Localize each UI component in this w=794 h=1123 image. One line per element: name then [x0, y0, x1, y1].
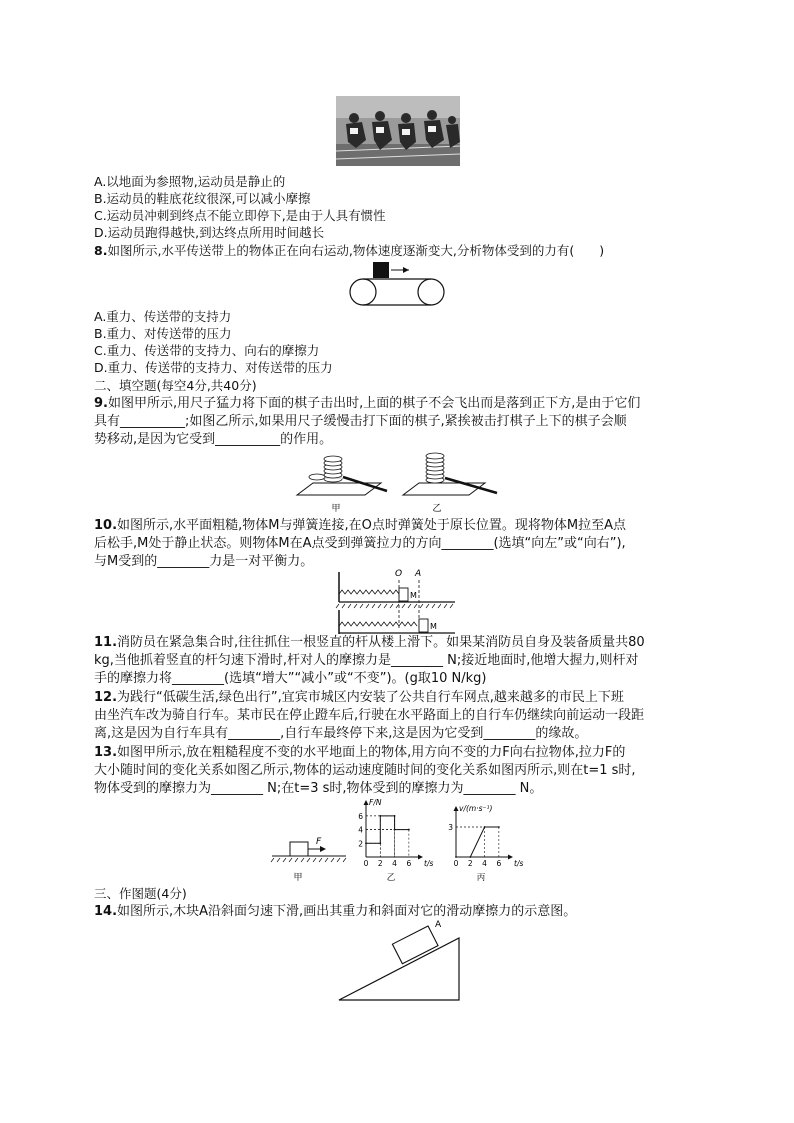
- q8-option-c: C.重力、传送带的支持力、向右的摩擦力: [94, 343, 320, 358]
- q8-stem: [94, 242, 604, 259]
- q8-option-d: D.重力、传送带的支持力、对传送带的压力: [94, 360, 333, 375]
- chart-caption: 乙: [386, 873, 396, 883]
- y-tick-label: 4: [358, 825, 363, 835]
- q12-line-3: 离,这是因为自行车具有________,自行车最终停下来,这是因为它受到________的缘故。: [94, 726, 588, 741]
- q13-fig-jia: [270, 832, 350, 882]
- section-3-heading: 三、作图题(4分): [94, 886, 187, 901]
- chart-caption: 丙: [476, 873, 486, 883]
- q8-stem-text: 如图所示,水平传送带上的物体正在向右运动,物体速度逐渐变大,分析物体受到的力有( ): [107, 243, 605, 258]
- data-point: [408, 829, 410, 831]
- point-o-label: O: [395, 569, 403, 579]
- q11-text-1: 消防员在紧急集合时,往往抓住一根竖直的杆从楼上滑下。如果某消防员自身及装备质量共80: [117, 635, 645, 650]
- fig-label-yi: 乙: [432, 504, 442, 514]
- q9-line-3: 势移动,是因为它受到__________的作用。: [94, 432, 333, 447]
- data-point: [455, 856, 457, 858]
- left-roller: [350, 279, 376, 305]
- q10-text-1: 如图所示,水平面粗糙,物体M与弹簧连接,在O点时弹簧处于原长位置。现将物体M拉至A点: [117, 518, 626, 533]
- q8-number: 8.: [94, 243, 108, 258]
- force-time-chart: [352, 795, 432, 885]
- x-tick-label: 2: [377, 859, 383, 868]
- q12-text-1: 为践行“低碳生活,绿色出行”,宜宾市城区内安装了公共自行车网点,越来越多的市民上下班: [117, 690, 624, 705]
- q13-line-2: 大小随时间的变化关系如图乙所示,物体的运动速度随时间的变化关系如图丙所示,则在t=1 s时,: [94, 763, 636, 778]
- fig-label-jia: 甲: [293, 873, 303, 883]
- q11-line-1: [94, 634, 645, 651]
- velocity-time-chart: [436, 795, 532, 885]
- incline-figure: [335, 918, 465, 1004]
- q13-line-3: 物体受到的摩擦力为________ N;在t=3 s时,物体受到的摩擦力为________ N。: [94, 781, 543, 796]
- x-axis-arrow: [418, 855, 423, 860]
- mass-label-m-bottom: M: [430, 622, 437, 631]
- x-tick-label: 2: [467, 859, 473, 868]
- x-axis-label: t/s: [424, 859, 434, 868]
- q9-line-2: 具有__________;如图乙所示,如果用尺子缓慢击打下面的棋子,紧挨被击打棋子上下的棋子会顺: [94, 414, 627, 429]
- q11-line-3: 手的摩擦力将________(选填“增大”“减小”或“不变”)。(g取10 N/kg): [94, 671, 487, 686]
- x-tick-label: 0: [363, 859, 369, 868]
- data-point: [498, 826, 500, 828]
- q11-line-2: kg,当他抓着竖直的杆匀速下滑时,杆对人的摩擦力是________ N;接近地面时,他增大握力,则杆对: [94, 653, 639, 668]
- x-tick-label: 4: [482, 859, 487, 868]
- data-point: [469, 856, 471, 858]
- x-tick-label: 6: [406, 859, 412, 868]
- y-axis-label: F/N: [369, 798, 382, 807]
- mass-label-m-top: M: [410, 591, 417, 600]
- x-tick-label: 0: [453, 859, 459, 868]
- q7-option-b: B.运动员的鞋底花纹很深,可以减小摩擦: [94, 191, 311, 206]
- q10-line-1: [94, 517, 626, 534]
- conveyor-belt-figure: [345, 258, 455, 308]
- q10-number: 10.: [94, 518, 118, 533]
- chess-pieces-figure: [295, 447, 505, 515]
- data-point: [394, 815, 396, 817]
- right-roller: [418, 279, 444, 305]
- q8-option-a: A.重力、传送带的支持力: [94, 309, 232, 324]
- q14-number: 14.: [94, 904, 118, 919]
- q12-line-1: [94, 689, 624, 706]
- q13-text-1: 如图甲所示,放在粗糙程度不变的水平地面上的物体,用方向不变的力F向右拉物体,拉力F的: [117, 745, 626, 760]
- q7-option-c: C.运动员冲刺到终点不能立即停下,是由于人具有惯性: [94, 208, 386, 223]
- q10-line-3: 与M受到的________力是一对平衡力。: [94, 554, 314, 569]
- q12-number: 12.: [94, 690, 118, 705]
- q11-number: 11.: [94, 635, 118, 650]
- y-tick-label: 2: [358, 839, 363, 849]
- x-axis-label: t/s: [514, 859, 524, 868]
- spring-figure: [335, 566, 460, 636]
- q13-number: 13.: [94, 745, 118, 760]
- q7-option-a: A.以地面为参照物,运动员是静止的: [94, 174, 286, 189]
- x-tick-label: 4: [392, 859, 397, 868]
- block-a-label: A: [435, 920, 442, 930]
- y-tick-label: 3: [448, 823, 453, 832]
- section-2-heading: 二、填空题(每空4分,共40分): [94, 378, 257, 393]
- y-axis-arrow: [364, 800, 369, 805]
- q9-line-1: [94, 395, 640, 412]
- q7-option-d: D.运动员跑得越快,到达终点所用时间越长: [94, 225, 325, 240]
- q8-option-b: B.重力、对传送带的压力: [94, 326, 232, 341]
- y-axis-arrow: [454, 806, 459, 811]
- q14-stem-text: 如图所示,木块A沿斜面匀速下滑,画出其重力和斜面对它的滑动摩擦力的示意图。: [117, 904, 577, 919]
- block-a: [392, 926, 438, 964]
- series-line: [456, 827, 499, 857]
- pulled-object: [290, 842, 308, 856]
- y-tick-label: 6: [358, 811, 363, 821]
- point-a-label: A: [415, 569, 422, 579]
- q13-line-1: [94, 744, 625, 761]
- runners-photo: [336, 96, 460, 166]
- q9-number: 9.: [94, 396, 108, 411]
- force-label: F: [316, 837, 322, 847]
- conveyor-block: [373, 262, 389, 278]
- y-axis-label: v/(m·s⁻¹): [459, 804, 493, 813]
- x-axis-arrow: [508, 855, 513, 860]
- fig-label-jia: 甲: [331, 504, 341, 514]
- x-tick-label: 6: [496, 859, 502, 868]
- q9-text-1: 如图甲所示,用尺子猛力将下面的棋子击出时,上面的棋子不会飞出而是落到正下方,是由于它们: [107, 396, 641, 411]
- q12-line-2: 由坐汽车改为骑自行车。某市民在停止蹬车后,行驶在水平路面上的自行车仍继续向前运动一段距: [94, 708, 645, 723]
- q10-line-2: 后松手,M处于静止状态。则物体M在A点受到弹簧拉力的方向________(选填“向左”或“向右”),: [94, 536, 626, 551]
